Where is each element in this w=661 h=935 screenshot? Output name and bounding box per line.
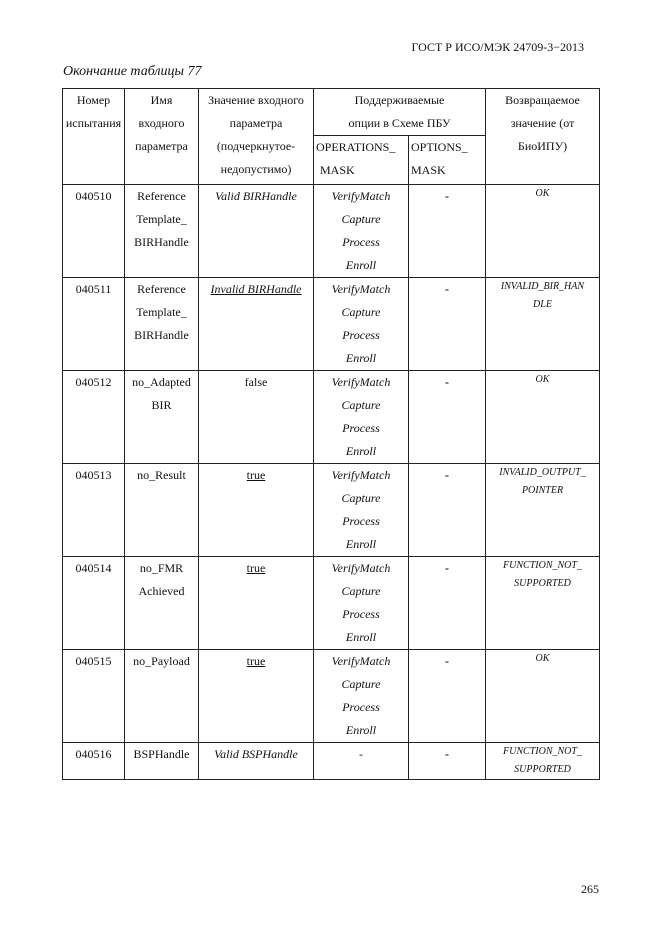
page-number: 265 (581, 882, 599, 896)
cell-opts-text: - (445, 654, 449, 668)
cell-num-text: 040510 (75, 189, 112, 203)
cell-name-text: BSPHandle (133, 747, 190, 761)
col-header-text: БиоИПУ) (517, 139, 568, 153)
cell-name (125, 464, 199, 557)
cell-opts-text: - (445, 468, 449, 482)
cell-name (125, 371, 199, 464)
col-header-text: MASK (320, 163, 355, 177)
cell-return-text: INVALID_OUTPUT_ (499, 467, 586, 478)
cell-ops-text: Enroll (345, 351, 377, 365)
table-row (63, 278, 600, 371)
col-header-text: испытания (65, 116, 122, 130)
cell-ops (314, 185, 409, 278)
cell-value (199, 278, 314, 371)
cell-opts-text: - (445, 561, 449, 575)
cell-ops-text: Capture (341, 398, 381, 412)
cell-ops-text: Process (342, 700, 380, 714)
cell-name (125, 743, 199, 780)
cell-ops (314, 278, 409, 371)
cell-value-text: true (246, 561, 266, 575)
cell-opts (409, 185, 486, 278)
cell-return-text: FUNCTION_NOT_ (503, 560, 582, 571)
cell-ops-text: Capture (341, 677, 381, 691)
cell-return-text: SUPPORTED (514, 764, 571, 775)
cell-ops-text: Process (342, 235, 380, 249)
cell-num-text: 040515 (75, 654, 112, 668)
col-header-text: Имя (150, 93, 173, 107)
cell-num (63, 650, 125, 743)
table-row (63, 371, 600, 464)
cell-value-text: true (246, 654, 266, 668)
cell-name (125, 557, 199, 650)
cell-opts-text: - (445, 189, 449, 203)
test-table (62, 88, 600, 780)
cell-return (486, 557, 600, 650)
cell-name-text: Template_ (136, 212, 187, 226)
cell-value-text: true (246, 468, 266, 482)
cell-ops (314, 650, 409, 743)
table-row (63, 185, 600, 278)
cell-opts (409, 650, 486, 743)
cell-opts (409, 278, 486, 371)
cell-return (486, 464, 600, 557)
cell-opts-text: - (445, 282, 449, 296)
cell-value (199, 371, 314, 464)
cell-value (199, 557, 314, 650)
cell-ops-text: Enroll (345, 537, 377, 551)
col-header-opts (409, 136, 486, 185)
col-header-text: Номер (76, 93, 111, 107)
cell-value (199, 650, 314, 743)
cell-opts (409, 557, 486, 650)
col-header-text: OPERATIONS_ (316, 140, 396, 154)
col-header-text: опции в Схеме ПБУ (348, 116, 451, 130)
cell-return-text: FUNCTION_NOT_ (503, 746, 582, 757)
cell-num-text: 040516 (75, 747, 112, 761)
cell-return-text: OK (535, 188, 550, 199)
cell-ops-text: Capture (341, 212, 381, 226)
cell-ops-text: Process (342, 328, 380, 342)
cell-num-text: 040511 (75, 282, 112, 296)
cell-num (63, 743, 125, 780)
col-header-text: входного (138, 116, 185, 130)
cell-name-text: no_Payload (133, 654, 190, 668)
cell-ops-text: Enroll (345, 630, 377, 644)
cell-return-text: SUPPORTED (514, 578, 571, 589)
cell-ops-text: Process (342, 421, 380, 435)
cell-value (199, 464, 314, 557)
cell-name (125, 278, 199, 371)
cell-name (125, 650, 199, 743)
cell-name-text: BIRHandle (134, 235, 189, 249)
col-header-text: OPTIONS_ (411, 140, 468, 154)
cell-opts (409, 743, 486, 780)
cell-num (63, 371, 125, 464)
cell-name-text: BIRHandle (134, 328, 189, 342)
cell-value-text: Valid BIRHandle (215, 189, 297, 203)
col-header-ops (314, 136, 409, 185)
col-header-text: MASK (411, 163, 446, 177)
cell-value (199, 185, 314, 278)
col-header-name (125, 89, 199, 185)
col-header-value (199, 89, 314, 185)
cell-name-text: no_FMR (139, 561, 184, 575)
cell-opts (409, 464, 486, 557)
cell-value-text: false (244, 375, 268, 389)
cell-value (199, 743, 314, 780)
cell-ops-text: Capture (341, 305, 381, 319)
cell-ops-text: Capture (341, 584, 381, 598)
col-header-text: значение (от (510, 116, 575, 130)
cell-name-text: Reference (137, 282, 186, 296)
cell-ops-text: VerifyMatch (331, 282, 391, 296)
col-header-text: Возвращаемое (505, 93, 580, 107)
cell-return (486, 650, 600, 743)
cell-opts-text: - (445, 375, 449, 389)
cell-ops (314, 557, 409, 650)
cell-num (63, 557, 125, 650)
cell-return (486, 185, 600, 278)
col-header-text: параметра (135, 139, 188, 153)
cell-num-text: 040512 (75, 375, 112, 389)
cell-return-text: DLE (533, 299, 552, 310)
cell-num-text: 040514 (75, 561, 112, 575)
cell-return (486, 371, 600, 464)
cell-name-text: Reference (137, 189, 186, 203)
table-row (63, 464, 600, 557)
cell-name-text: BIR (151, 398, 172, 412)
col-header-text: Поддерживаемые (354, 93, 445, 107)
document-header: ГОСТ Р ИСО/МЭК 24709-3−2013 (411, 40, 584, 54)
cell-ops-text: VerifyMatch (331, 654, 391, 668)
cell-value-text: Invalid BIRHandle (210, 282, 302, 296)
cell-return-text: INVALID_BIR_HAN (500, 281, 585, 292)
table-caption: Окончание таблицы 77 (63, 64, 202, 79)
cell-name-text: Template_ (136, 305, 187, 319)
cell-ops (314, 743, 409, 780)
cell-return-text: POINTER (521, 485, 564, 496)
cell-value-text: Valid BSPHandle (214, 747, 298, 761)
cell-num (63, 185, 125, 278)
cell-ops-text: Process (342, 607, 380, 621)
table-row (63, 743, 600, 780)
cell-name-text: no_Result (137, 468, 186, 482)
cell-name-text: Achieved (138, 584, 185, 598)
cell-ops-text: VerifyMatch (331, 561, 391, 575)
col-header-text: параметра (229, 116, 283, 130)
col-header-text: недопустимо) (220, 162, 292, 176)
cell-ops-text: VerifyMatch (331, 375, 391, 389)
col-header-num (63, 89, 125, 185)
table-row (63, 650, 600, 743)
cell-name-text: no_Adapted (132, 375, 191, 389)
cell-return (486, 743, 600, 780)
cell-opts (409, 371, 486, 464)
table-row (63, 557, 600, 650)
cell-ops-text: VerifyMatch (331, 468, 391, 482)
cell-ops-text: Capture (341, 491, 381, 505)
cell-name (125, 185, 199, 278)
col-header-text: (подчеркнутое- (216, 139, 296, 153)
cell-return (486, 278, 600, 371)
cell-num (63, 464, 125, 557)
cell-num-text: 040513 (75, 468, 112, 482)
cell-ops (314, 464, 409, 557)
col-header-text: Значение входного (208, 93, 304, 107)
cell-ops-text: Enroll (345, 444, 377, 458)
cell-return-text: OK (535, 653, 550, 664)
cell-ops (314, 371, 409, 464)
cell-opts-text: - (445, 747, 449, 761)
cell-ops-text: VerifyMatch (331, 189, 391, 203)
cell-ops-text: Process (342, 514, 380, 528)
col-header-supported (314, 89, 486, 136)
cell-return-text: OK (535, 374, 550, 385)
cell-num (63, 278, 125, 371)
cell-ops-text: - (359, 747, 363, 761)
col-header-return (486, 89, 600, 185)
cell-ops-text: Enroll (345, 723, 377, 737)
cell-ops-text: Enroll (345, 258, 377, 272)
